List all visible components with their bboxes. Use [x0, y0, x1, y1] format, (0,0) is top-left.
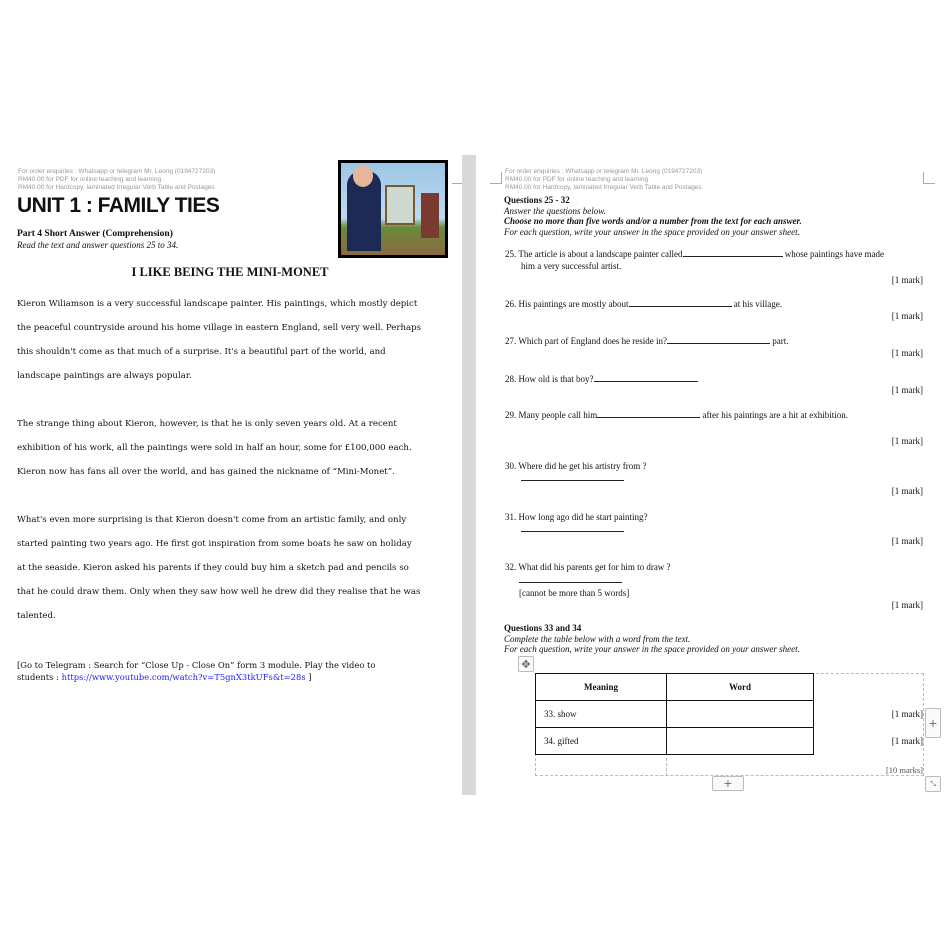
header-note: RM40.00 for PDF for online teaching and learning	[505, 176, 649, 183]
article-line: talented.	[17, 611, 56, 621]
q-num: 26.	[505, 299, 517, 309]
article-body	[17, 292, 457, 628]
note-prefix: students :	[17, 672, 62, 682]
instruction: Complete the table below with a word from the text.	[504, 633, 691, 644]
table-resize-handle-icon[interactable]: ⤡	[925, 776, 941, 792]
answer-cell[interactable]	[667, 701, 814, 728]
answer-blank[interactable]	[519, 574, 622, 583]
table-header: Meaning	[536, 674, 667, 701]
article-line: What's even more surprising is that Kieron doesn't come from an artistic family, and only	[17, 515, 407, 525]
question-32	[505, 561, 671, 599]
instruction: Answer the questions below.	[504, 205, 606, 216]
article-line: that he could draw them. Only when they saw how well he drew did they realise that he was	[17, 587, 421, 597]
header-note: RM40.00 for Hardcopy, laminated Irregular Verb Table and Postages	[505, 184, 702, 191]
question-28	[505, 373, 699, 385]
q-text: Which part of England does he reside in?	[518, 336, 668, 346]
margin-mark	[452, 172, 462, 184]
answer-blank[interactable]	[597, 409, 700, 418]
question-25	[505, 248, 884, 272]
mark-label: [1 mark]	[891, 385, 923, 395]
q-num: 25.	[505, 249, 517, 259]
header-note: For order enquiries : Whatsapp or telegram Mr. Leong (0194727203)	[18, 168, 216, 175]
q-text: Where did he get his artistry from ?	[518, 461, 647, 471]
instruction: For each question, write your answer in the space provided on your answer sheet.	[504, 226, 800, 237]
telegram-note	[17, 659, 457, 683]
q-text: His paintings are mostly about	[518, 299, 629, 309]
header-notes	[505, 168, 702, 192]
q-text: .	[696, 374, 699, 384]
header-note: RM40.00 for PDF for online teaching and learning	[18, 176, 162, 183]
question-27	[505, 335, 789, 347]
total-marks: [10 marks]	[885, 765, 923, 775]
mark-label: [1 mark]	[891, 536, 923, 546]
q-text: The article is about a landscape painter called	[518, 249, 683, 259]
youtube-link[interactable]: https://www.youtube.com/watch?v=T5gnX3tkUFs&t=28s	[61, 672, 306, 682]
article-line: at the seaside. Kieron asked his parents if they could buy him a sketch pad and pencils so	[17, 563, 409, 573]
table-intro	[504, 623, 800, 655]
boy-face	[353, 165, 373, 187]
instruction: Choose no more than five words and/or a number from the text for each answer.	[504, 216, 802, 226]
q-num: 27.	[505, 336, 517, 346]
question-26	[505, 298, 782, 310]
mark-label: [1 mark]	[891, 600, 923, 610]
page-gutter	[462, 155, 476, 795]
header-note: For order enquiries : Whatsapp or telegram Mr. Leong (0194727203)	[505, 168, 703, 175]
q-num: 30.	[505, 461, 517, 471]
q-text: How long ago did he start painting?	[518, 512, 648, 522]
article-line: started painting two years ago. He first got inspiration from some boats he saw on holiday	[17, 539, 412, 549]
answer-blank[interactable]	[521, 472, 624, 481]
q-num: 31.	[505, 512, 517, 522]
q-text: at his village.	[731, 299, 782, 309]
table-move-handle-icon[interactable]: ✥	[518, 656, 534, 672]
answer-blank[interactable]	[521, 523, 624, 532]
mark-label: [1 mark]	[891, 736, 923, 746]
q-text: him a very successful artist.	[521, 261, 622, 271]
windmill	[421, 193, 439, 238]
mark-label: [1 mark]	[891, 709, 923, 719]
mark-label: [1 mark]	[891, 486, 923, 496]
answer-cell[interactable]	[667, 728, 814, 755]
q-text: Many people call him	[518, 410, 598, 420]
easel-canvas	[385, 185, 415, 225]
margin-mark	[490, 172, 502, 184]
header-notes	[18, 168, 215, 192]
unit-title: UNIT 1 : FAMILY TIES	[17, 194, 220, 217]
questions-intro	[504, 195, 802, 237]
article-line: the peaceful countryside around his home village in eastern England, sell very well. Perhaps	[17, 323, 422, 333]
mark-label: [1 mark]	[891, 436, 923, 446]
article-line: landscape paintings are always popular.	[17, 371, 192, 381]
answer-blank[interactable]	[629, 298, 732, 307]
answer-blank[interactable]	[667, 335, 770, 344]
q-text: after his paintings are a hit at exhibition.	[700, 410, 848, 420]
q-text: What did his parents get for him to draw ?	[518, 562, 671, 572]
article-line: Kieron now has fans all over the world, and has gained the nickname of “Mini-Monet”.	[17, 467, 395, 477]
article-line: exhibition of his work, all the paintings were sold in half an hour, some for £100,000 each.	[17, 443, 412, 453]
article-title: I LIKE BEING THE MINI-MONET	[131, 265, 329, 279]
instruction: For each question, write your answer in the space provided on your answer sheet.	[504, 644, 800, 654]
margin-mark	[923, 172, 935, 184]
mark-label: [1 mark]	[891, 311, 923, 321]
table-cell: 33. show	[536, 701, 667, 728]
question-29	[505, 409, 848, 421]
note-suffix: ]	[305, 672, 312, 682]
answer-blank[interactable]	[683, 248, 783, 257]
note-line: [Go to Telegram : Search for “Close Up - Close On” form 3 module. Play the video to	[17, 660, 376, 670]
mark-label: [1 mark]	[891, 275, 923, 285]
header-note: RM40.00 for Hardcopy, laminated Irregular Verb Table and Postages	[18, 184, 215, 191]
q-num: 28.	[505, 374, 517, 384]
add-column-plus-icon[interactable]: +	[925, 708, 941, 738]
question-31	[505, 511, 647, 535]
article-photo	[338, 160, 448, 258]
table-cell: 34. gifted	[536, 728, 667, 755]
article-line: this shouldn't come as that much of a surprise. It's a beautiful part of the world, and	[17, 347, 386, 357]
q-text: part.	[770, 336, 789, 346]
q-num: 29.	[505, 410, 517, 420]
article-line: The strange thing about Kieron, however, is that he is only seven years old. At a recent	[17, 419, 397, 429]
questions-heading: Questions 25 - 32	[504, 195, 570, 205]
part-heading: Part 4 Short Answer (Comprehension)	[17, 229, 173, 239]
questions-heading: Questions 33 and 34	[504, 623, 582, 633]
answer-blank[interactable]	[594, 373, 697, 382]
q-text: How old is that boy?	[518, 374, 594, 384]
article-line: Kieron Wiliamson is a very successful landscape painter. His paintings, which mostly depict	[17, 299, 418, 309]
q-num: 32.	[505, 562, 517, 572]
vocab-table	[535, 673, 814, 755]
q-text: [cannot be more than 5 words]	[519, 588, 630, 598]
table-header: Word	[667, 674, 814, 701]
q-text: whose paintings have made	[782, 249, 884, 259]
mark-label: [1 mark]	[891, 348, 923, 358]
question-30	[505, 460, 647, 484]
add-row-plus-icon[interactable]: +	[712, 776, 744, 791]
part-instruction: Read the text and answer questions 25 to 34.	[17, 240, 179, 250]
